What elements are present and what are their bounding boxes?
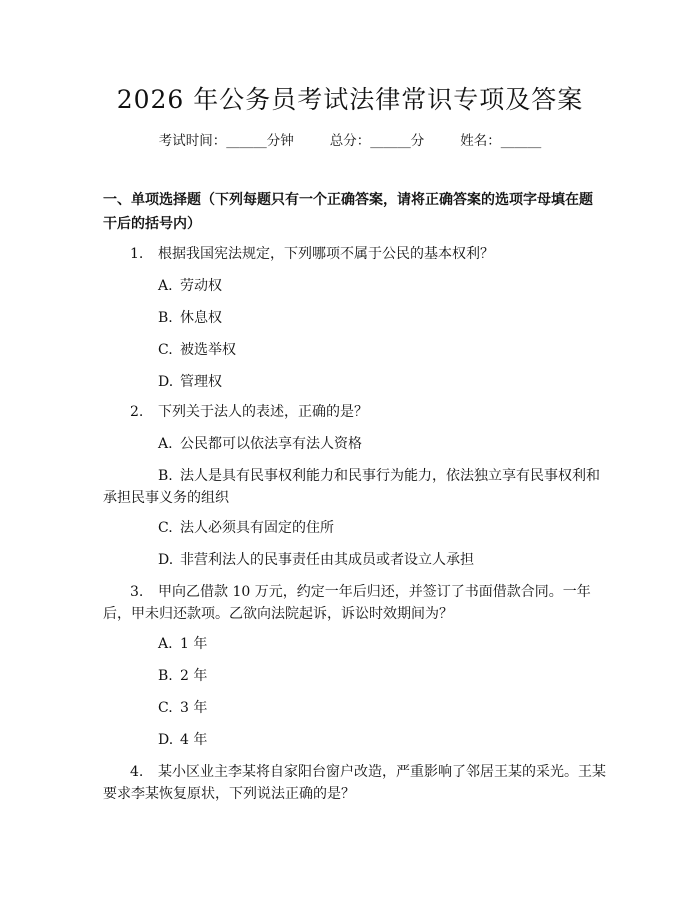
question-text: 某小区业主李某将自家阳台窗户改造，严重影响了邻居王某的采光。王某: [158, 764, 606, 780]
option-letter: B.: [158, 310, 173, 326]
option-text: 公民都可以依法享有法人资格: [180, 436, 362, 452]
option-letter: C.: [158, 700, 173, 716]
option-text: 被选举权: [180, 342, 236, 358]
option-text: 劳动权: [180, 278, 222, 294]
question-2-option-c: [158, 518, 334, 538]
question-2-option-b: [158, 466, 600, 486]
option-letter: D.: [158, 552, 174, 568]
question-3-option-d: [158, 730, 207, 750]
total-score-field: 总分：______分: [329, 133, 425, 149]
option-text: 非营利法人的民事责任由其成员或者设立人承担: [180, 552, 474, 568]
name-field: 姓名：______: [460, 133, 542, 149]
question-2-option-a: [158, 434, 362, 454]
option-letter: B.: [158, 468, 173, 484]
question-1-option-a: [158, 276, 222, 296]
question-3-option-a: [158, 634, 207, 654]
option-letter: A.: [158, 278, 173, 294]
question-3-continuation: 后，甲未归还款项。乙欲向法院起诉，诉讼时效期间为？: [103, 606, 453, 622]
option-letter: C.: [158, 520, 173, 536]
question-number: 1.: [130, 246, 144, 262]
option-text: 1 年: [180, 636, 208, 652]
option-letter: A.: [158, 636, 173, 652]
question-1: [130, 244, 494, 264]
question-text: 根据我国宪法规定，下列哪项不属于公民的基本权利？: [158, 246, 494, 262]
option-text: 管理权: [180, 374, 222, 390]
question-text: 下列关于法人的表述，正确的是？: [158, 404, 368, 420]
option-text: 法人必须具有固定的住所: [180, 520, 334, 536]
question-number: 2.: [130, 404, 144, 420]
question-2-option-b-continuation: 承担民事义务的组织: [103, 490, 229, 506]
option-letter: B.: [158, 668, 173, 684]
option-text: 2 年: [180, 668, 208, 684]
question-2-option-d: [158, 550, 474, 570]
question-4-continuation: 要求李某恢复原状，下列说法正确的是？: [103, 786, 355, 802]
question-number: 3.: [130, 584, 144, 600]
option-text: 4 年: [180, 732, 208, 748]
section-heading-line-1: 一、单项选择题（下列每题只有一个正确答案，请将正确答案的选项字母填在题: [103, 192, 593, 208]
exam-info-line: [0, 132, 700, 150]
question-3-option-c: [158, 698, 207, 718]
question-1-option-b: [158, 308, 222, 328]
option-letter: A.: [158, 436, 173, 452]
option-text: 休息权: [180, 310, 222, 326]
option-text: 3 年: [180, 700, 208, 716]
question-text: 甲向乙借款 10 万元，约定一年后归还，并签订了书面借款合同。一年: [158, 584, 591, 600]
question-3: [130, 582, 591, 602]
question-1-option-c: [158, 340, 236, 360]
section-heading-line-2: 干后的括号内）: [103, 216, 201, 232]
option-text: 法人是具有民事权利能力和民事行为能力，依法独立享有民事权利和: [180, 468, 600, 484]
page-title: 2026 年公务员考试法律常识专项及答案: [116, 85, 584, 114]
option-letter: D.: [158, 732, 174, 748]
question-2: [130, 402, 368, 422]
question-3-option-b: [158, 666, 207, 686]
exam-time-field: 考试时间：______分钟: [158, 133, 294, 149]
section-heading: [103, 188, 603, 236]
question-4: [130, 762, 606, 782]
option-letter: D.: [158, 374, 174, 390]
question-1-option-d: [158, 372, 222, 392]
question-number: 4.: [130, 764, 144, 780]
option-letter: C.: [158, 342, 173, 358]
